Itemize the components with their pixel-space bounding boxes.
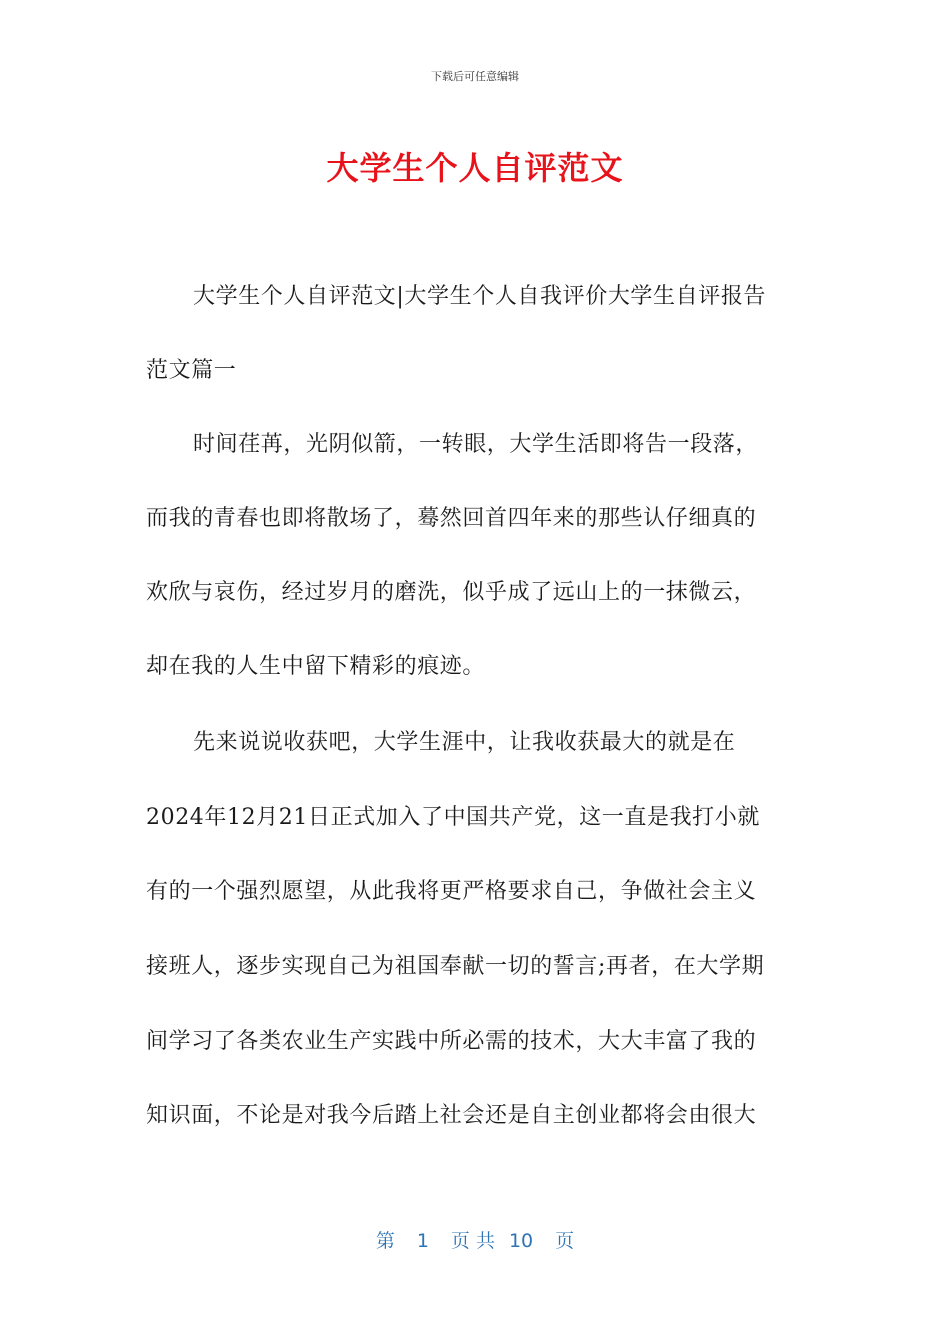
paragraph-line: 知识面，不论是对我今后踏上社会还是自主创业都将会由很大 (146, 1103, 757, 1128)
paragraph-line: 而我的青春也即将散场了，蓦然回首四年来的那些认仔细真的 (146, 506, 757, 531)
footer-middle: 页 共 (450, 1230, 495, 1252)
document-title: 大学生个人自评范文 (326, 149, 624, 187)
paragraph-line: 却在我的人生中留下精彩的痕迹。 (146, 654, 486, 679)
paragraph-line: 大学生个人自评范文|大学生个人自我评价大学生自评报告 (193, 284, 767, 309)
footer-suffix: 页 (555, 1230, 575, 1252)
paragraph-line: 有的一个强烈愿望，从此我将更严格要求自己，争做社会主义 (146, 879, 757, 904)
paragraph-line: 欢欣与哀伤，经过岁月的磨洗，似乎成了远山上的一抹微云， (146, 580, 757, 605)
paragraph-line: 时间荏苒，光阴似箭，一转眼，大学生活即将告一段落， (193, 432, 759, 457)
footer-total-pages: 10 (508, 1230, 534, 1252)
footer-prefix: 第 (375, 1230, 395, 1252)
page-footer (0, 1226, 950, 1253)
paragraph-line: 间学习了各类农业生产实践中所必需的技术，大大丰富了我的 (146, 1029, 757, 1054)
paragraph-line: 2024年12月21日正式加入了中国共产党，这一直是我打小就 (146, 805, 760, 830)
header-note: 下载后可任意编辑 (431, 70, 519, 83)
paragraph-line: 范文篇一 (146, 358, 237, 383)
paragraph-line: 先来说说收获吧，大学生涯中，让我收获最大的就是在 (193, 730, 736, 755)
footer-page-number: 1 (416, 1230, 429, 1252)
paragraph-line: 接班人，逐步实现自己为祖国奉献一切的誓言;再者，在大学期 (146, 954, 765, 979)
